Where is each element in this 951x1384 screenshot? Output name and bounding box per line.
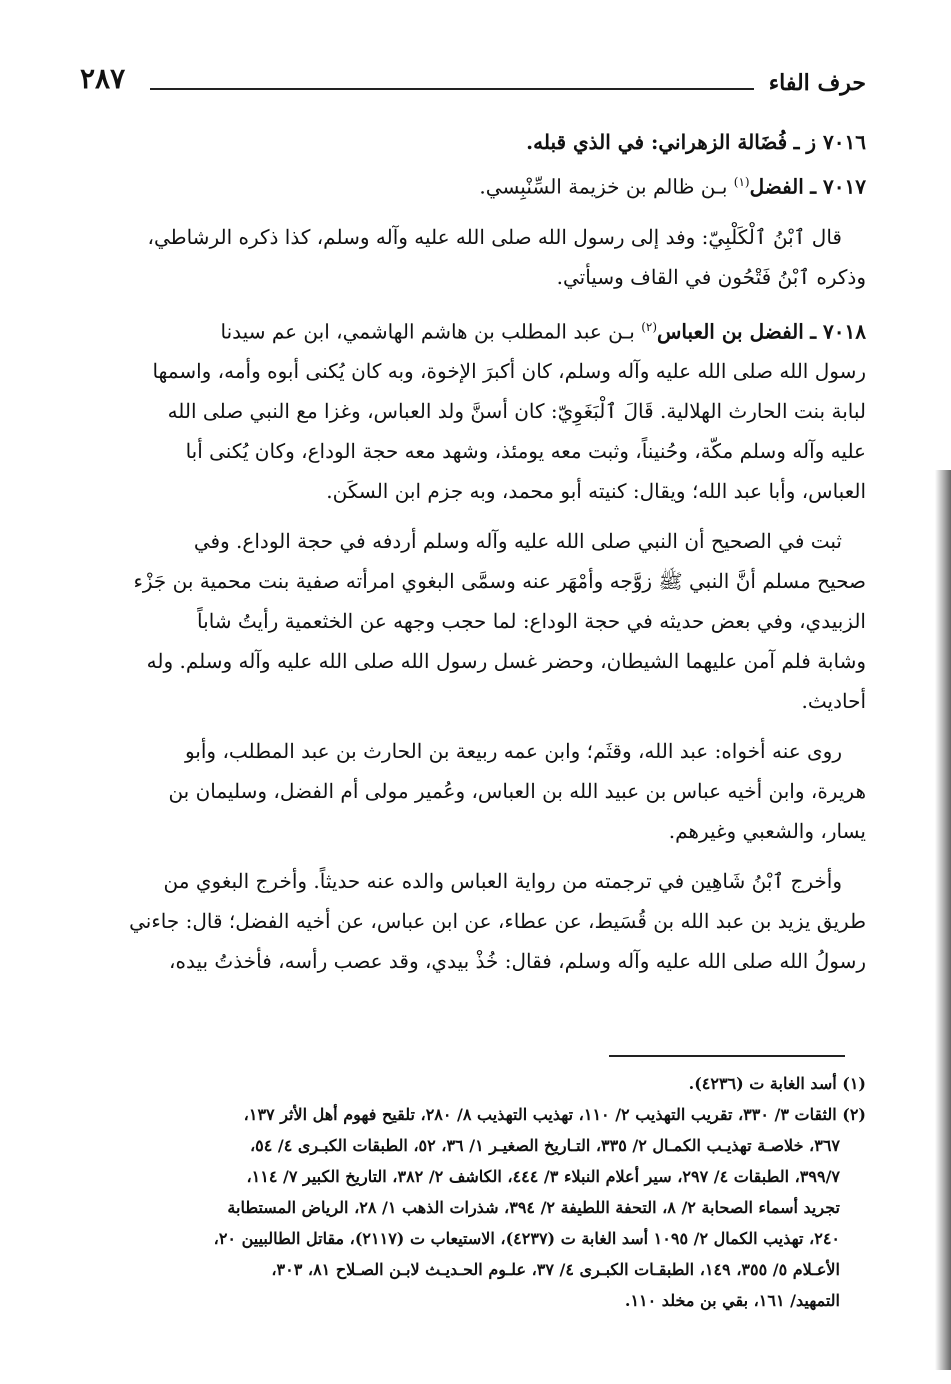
paragraph-line: قال ٱبْنُ ٱلْكَلْبِيّ: وفد إلى رسول الله صلى الله عليه وآله وسلم، كذا ذكره الرشاطي، xyxy=(147,224,842,249)
footnote-ref: (٢) xyxy=(641,319,658,334)
scan-edge-shadow xyxy=(935,470,951,1370)
entry-number: ٧٠١٧ ـ xyxy=(810,174,866,199)
entry-7017 xyxy=(78,162,866,207)
entry-name: فُضَالة الزهراني xyxy=(658,130,788,154)
entry-name: الفضل xyxy=(749,174,804,199)
paragraph-line: أحاديث. xyxy=(801,689,866,714)
footnote-2-line: الأعـلام ٥/ ٣٥٥، ١٤٩، الطبقـات الكبـرى ٤/ ٣٧، علـوم الحـديـث لابـن الصـلاح ٨١، ٣٠٣، xyxy=(271,1260,840,1279)
header-rule xyxy=(150,88,754,90)
paragraph-line: صحيح مسلم أنَّ النبي ﷺ زوَّجه وأمْهَر عنه وسمَّى البغوي امرأته صفية بنت محمية بن جَزْء xyxy=(133,569,866,594)
paragraph-line: يسار، والشعبي وغيرهم. xyxy=(668,819,866,844)
entry-text: : في الذي قبله. xyxy=(526,130,659,154)
paragraph-line: رسولُ الله صلى الله عليه وآله وسلم، فقال: خُذْ بيدي، وقد عصب رأسه، فأخذتُ بيده، xyxy=(169,949,866,974)
paragraph-line: الزبيدي، وفي بعض حديثه في حجة الوداع: لما حجب وجهه عن الخثعمية رأيتُ شاباً xyxy=(197,609,866,634)
footnote-divider xyxy=(609,1055,845,1057)
paragraph-line: عليه وآله وسلم مكّة، وحُنيناً، وثبت معه يومئذ، وشهد معه حجة الوداع، وكان يُكنى أبا xyxy=(185,439,866,464)
entry-7016 xyxy=(78,122,866,162)
paragraph-line: طريق يزيد بن عبد الله بن قُسَيط، عن عطاء، عن ابن عباس، عن أخيه الفضل؛ قال: جاءني xyxy=(129,909,866,934)
main-text xyxy=(78,122,866,981)
paragraph-line: لبابة بنت الحارث الهلالية. قَالَ ٱلْبَغَوِيّ: كان أسنَّ ولد العباس، وغزا مع النبي صلى الله xyxy=(167,399,866,424)
footnote-1: (١) أسد الغابة ت (٤٢٣٦). xyxy=(688,1074,866,1093)
footnote-2-line: ٢٤٠، تهذيب الكمال ٢/ ١٠٩٥ أسد الغابة ت (٤٢٣٧)، الاستيعاب ت (٢١١٧)، مقاتل الطالبيين ٢٠، xyxy=(213,1229,840,1248)
footnotes xyxy=(74,1068,866,1316)
entry-number: ٧٠١٦ ز ـ xyxy=(793,130,866,154)
footnote-2: (٢) الثقات ٣/ ٣٣٠، تقريب التهذيب ٢/ ١١٠، تهذيب التهذيب ٨/ ٢٨٠، تلقيح فهوم أهل الأثر ١٣٧، xyxy=(243,1105,866,1124)
entry-name: الفضل بن العباس xyxy=(657,319,804,344)
footnote-ref: (١) xyxy=(733,175,750,189)
paragraph-line: روى عنه أخواه: عبد الله، وقثَم؛ وابن عمه ربيعة بن الحارث بن عبد المطلب، وأبو xyxy=(184,739,842,764)
footnote-2-line: ٣٦٧، خلاصـة تهذيـب الكمـال ٢/ ٣٣٥، التـاريخ الصغيـر ١/ ٣٦، ٥٢، الطبقات الكبـرى ٤/ ٥٤، xyxy=(249,1136,840,1155)
paragraph-line: العباس، وأبا عبد الله؛ ويقال: كنيته أبو محمد، وبه جزم ابن السكَن. xyxy=(326,479,866,504)
paragraph-line: ثبت في الصحيح أن النبي صلى الله عليه وآله وسلم أردفه في حجة الوداع. وفي xyxy=(193,529,842,554)
page-header xyxy=(80,62,866,102)
paragraph-line: رسول الله صلى الله عليه وآله وسلم، كان أكبرَ الإخوة، وبه كان يُكنى أبوه وأمه، واسمها xyxy=(152,359,866,384)
entry-text: بـن عبد المطلب بن هاشم الهاشمي، ابن عم سيدنا xyxy=(220,319,635,344)
paragraph-line: وأخرج ٱبْنُ شَاهِين في ترجمته من رواية العباس والده عنه حديثاً. وأخرج البغوي من xyxy=(163,869,842,894)
paragraph-line: هريرة، وابن أخيه عباس بن عبيد الله بن العباس، وعُمير مولى أم الفضل، وسليمان بن xyxy=(168,779,866,804)
paragraph-line: وشابة فلم آمن عليهما الشيطان، وحضر غسل رسول الله صلى الله عليه وآله وسلم. وله xyxy=(146,649,866,674)
paragraph-line: وذكره ٱبْنُ فَتْحُون في القاف وسيأتي. xyxy=(556,264,866,289)
entry-number: ٧٠١٨ ـ xyxy=(810,319,866,344)
entry-text: بـن ظالم بن خزيمة السِّنْبِسي. xyxy=(479,174,728,199)
page-number: ٢٨٧ xyxy=(80,62,126,95)
footnote-2-line: التمهيد/ ١٦١، بقي بن مخلد ١١٠. xyxy=(624,1291,840,1310)
footnote-2-line: ٣٩٩/٧، الطبقات ٤/ ٢٩٧، سير أعلام النبلاء ٣/ ٤٤٤، الكاشف ٢/ ٣٨٢، التاريخ الكبير ٧/ ١١٤، xyxy=(246,1167,840,1186)
entry-7018 xyxy=(78,307,866,352)
footnote-2-line: تجريد أسماء الصحابة ٢/ ٨، التحفة اللطيفة ٢/ ٣٩٤، شذرات الذهب ١/ ٢٨، الرياض المستطابة xyxy=(227,1198,840,1217)
chapter-title: حرف الفاء xyxy=(768,70,866,96)
